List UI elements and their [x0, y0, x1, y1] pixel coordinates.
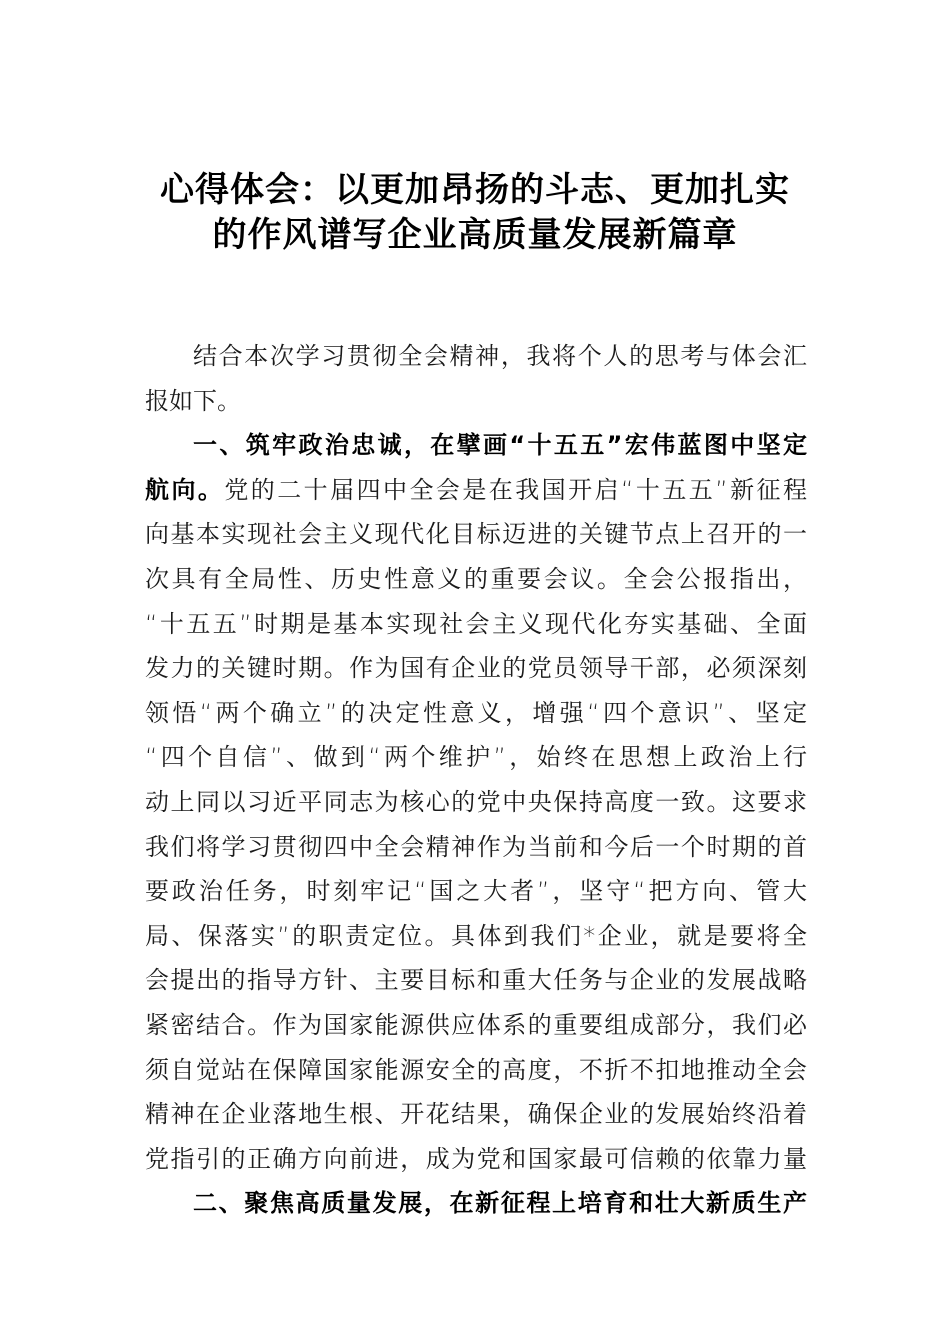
- section-1-line: 向基本实现社会主义现代化目标迈进的关键节点上召开的一: [145, 520, 807, 549]
- intro-paragraph-line-1: 结合本次学习贯彻全会精神，我将个人的思考与体会汇: [193, 342, 807, 370]
- section-1-line: 会提出的指导方针、主要目标和重大任务与企业的发展战略: [145, 966, 807, 995]
- section-1-heading-end: 航向。: [145, 475, 225, 504]
- section-1-line: 动上同以习近平同志为核心的党中央保持高度一致。这要求: [145, 787, 807, 816]
- section-1-line: [145, 468, 807, 513]
- document-title-line-1: 心得体会：以更加昂扬的斗志、更加扎实: [160, 170, 790, 210]
- section-1-line: “四个自信”、做到“两个维护”，始终在思想上政治上行: [145, 743, 807, 772]
- section-1-line: 局、保落实”的职责定位。具体到我们*企业，就是要将全: [145, 921, 807, 950]
- section-1-line: 发力的关键时期。作为国有企业的党员领导干部，必须深刻: [145, 654, 807, 683]
- document-body: [145, 334, 807, 1226]
- section-1-text: 党的二十届四中全会是在我国开启“十五五”新征程: [224, 475, 807, 504]
- section-1-line: 精神在企业落地生根、开花结果，确保企业的发展始终沿着: [145, 1100, 807, 1129]
- section-1-line: 次具有全局性、历史性意义的重要会议。全会公报指出，: [145, 564, 807, 593]
- section-1-line: 我们将学习贯彻四中全会精神作为当前和今后一个时期的首: [145, 832, 807, 861]
- document-title-line-2: 的作风谱写企业高质量发展新篇章: [212, 215, 738, 255]
- intro-paragraph-line-2: 报如下。: [145, 386, 241, 415]
- section-1-line: 党指引的正确方向前进，成为党和国家最可信赖的依靠力量: [145, 1144, 807, 1173]
- section-1-line: 要政治任务，时刻牢记“国之大者”，坚守“把方向、管大: [145, 877, 807, 906]
- section-1-line: 紧密结合。作为国家能源供应体系的重要组成部分，我们必: [145, 1010, 807, 1039]
- section-1-line: 须自觉站在保障国家能源安全的高度，不折不扣地推动全会: [145, 1055, 807, 1084]
- section-1-heading: 一、筑牢政治忠诚，在擘画“十五五”宏伟蓝图中坚定: [193, 431, 807, 460]
- section-1-line: “十五五”时期是基本实现社会主义现代化夯实基础、全面: [145, 609, 807, 638]
- section-1-line: 领悟“两个确立”的决定性意义，增强“四个意识”、坚定: [145, 698, 807, 727]
- section-2-heading: 二、聚焦高质量发展，在新征程上培育和壮大新质生产: [193, 1189, 807, 1218]
